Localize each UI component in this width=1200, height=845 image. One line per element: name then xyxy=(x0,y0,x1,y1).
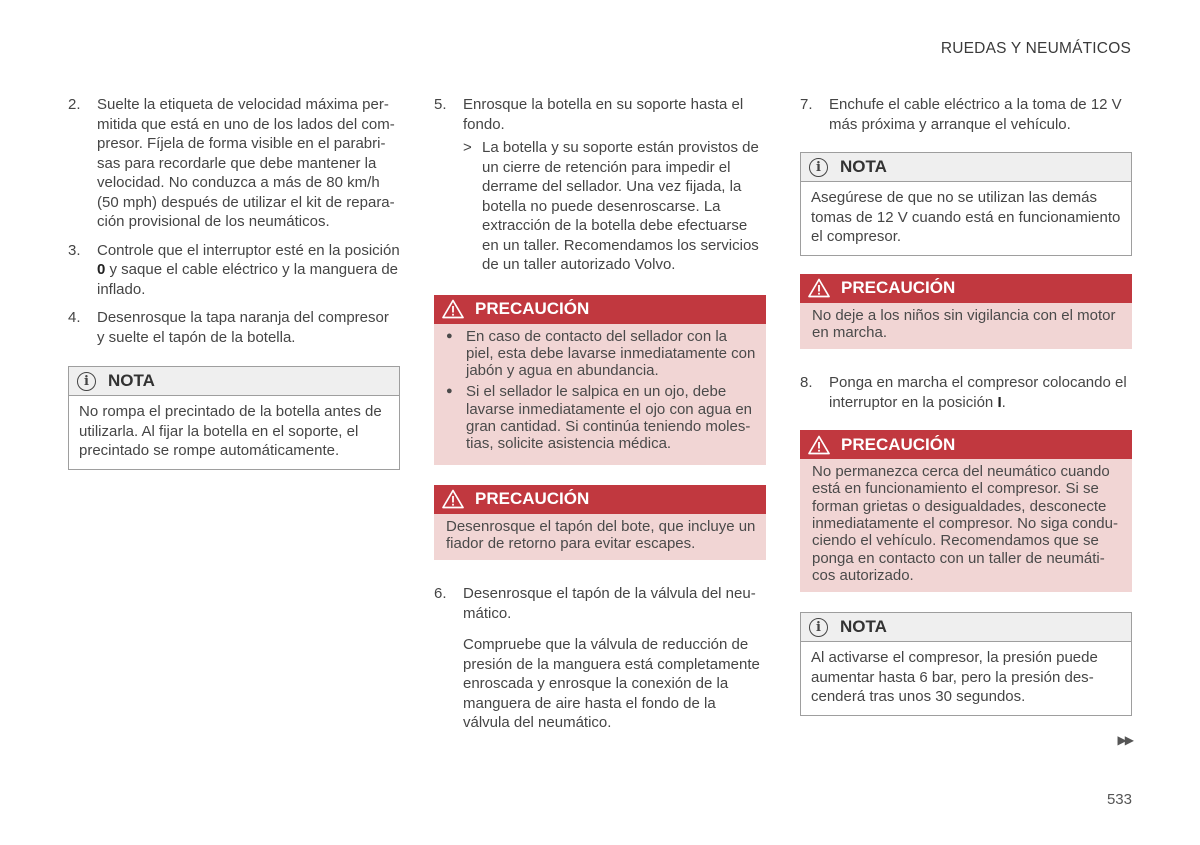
warning-triangle-icon xyxy=(442,299,464,319)
result-text: La botella y su soporte están provistos de un cierre de retención para impedir el derrame del sellador. Una vez fijada, la botella no puede desenroscarse. La extracción de la botella debe efectuarse en un taller. Recomendamos los servicios de un taller autorizado Volvo. xyxy=(482,139,759,273)
warning-header xyxy=(800,430,1132,459)
page-number: 533 xyxy=(1106,791,1132,808)
continue-arrow-icon: ▶▶ xyxy=(1117,733,1132,747)
info-icon: i xyxy=(77,372,96,391)
note-title: NOTA xyxy=(840,157,887,176)
note-title: NOTA xyxy=(840,617,887,637)
warning-title: PRECAUCIÓN xyxy=(475,489,590,509)
note-title: NOTA xyxy=(108,371,155,390)
warning-bullet: ● Si el sellador le salpica en un ojo, debe lavarse inmediatamente el ojo con agua en gran cantidad. Si continúa teniendo molestias, solicite asistencia médica. xyxy=(446,383,753,453)
step-paragraph: Compruebe que la válvula de reducción de presión de la manguera está completamente enroscada y enrosque la conexión de la manguera de aire hasta el fondo de la válvula del neumático. xyxy=(463,636,760,732)
warning-header xyxy=(434,295,766,324)
warning-triangle-icon xyxy=(442,489,464,509)
step-number: 7. xyxy=(800,96,813,113)
warning-box xyxy=(800,274,1132,350)
step-text: Enrosque la botella en su soporte hasta el fondo. xyxy=(463,96,744,133)
step-text: Desenrosque el tapón de la válvula del neumático. xyxy=(463,585,756,622)
note-text: Asegúrese de que no se utilizan las demás tomas de 12 V cuando está en funcionamiento el compresor. xyxy=(811,189,1121,245)
note-text: No rompa el precintado de la botella antes de utilizarla. Al fijar la botella en el soporte, el precintado se rompe automáticamente. xyxy=(79,403,382,459)
step-5 xyxy=(434,95,766,275)
switch-position: 0 xyxy=(97,261,106,278)
warning-header xyxy=(434,485,766,514)
warning-bullet: ● En caso de contacto del sellador con la piel, esta debe lavarse inmediatamente con jabón y agua en abundancia. xyxy=(446,327,756,380)
bullet-dot: ● xyxy=(446,385,453,398)
step-text: Desenrosque la tapa naranja del compresor y suelte el tapón de la botella. xyxy=(97,309,389,346)
column-3 xyxy=(800,95,1132,734)
note-header xyxy=(801,613,1131,642)
warning-box xyxy=(800,430,1132,592)
column-2 xyxy=(434,95,766,745)
step-3 xyxy=(68,241,400,300)
step-number: 3. xyxy=(68,241,81,259)
step-number: 6. xyxy=(434,585,447,603)
step-2 xyxy=(68,95,400,232)
step-7 xyxy=(800,95,1132,134)
info-icon: i xyxy=(809,158,828,177)
note-box xyxy=(800,612,1132,716)
note-text: Al activarse el compresor, la presión puede aumentar hasta 6 bar, pero la presión descenderá tras unos 30 segundos. xyxy=(811,649,1098,706)
switch-position: I xyxy=(997,393,1002,411)
column-1 xyxy=(68,95,400,488)
warning-triangle-icon xyxy=(808,278,830,298)
step-8 xyxy=(800,373,1132,412)
step-number: 2. xyxy=(68,96,81,113)
result-marker: > xyxy=(463,139,472,156)
warning-body xyxy=(434,324,766,465)
warning-title: PRECAUCIÓN xyxy=(841,434,956,454)
step-number: 4. xyxy=(68,309,81,326)
note-header xyxy=(801,153,1131,182)
step-number: 8. xyxy=(800,374,813,392)
warning-triangle-icon xyxy=(808,435,830,455)
note-header xyxy=(69,367,399,396)
step-4 xyxy=(68,308,400,347)
step-number: 5. xyxy=(434,96,447,113)
info-icon: i xyxy=(809,618,828,637)
section-title: RUEDAS Y NEUMÁTICOS xyxy=(940,40,1131,57)
warning-text: No deje a los niños sin vigilancia con el motor en marcha. xyxy=(800,303,1132,350)
result-item xyxy=(463,138,766,275)
step-text: Controle que el interruptor esté en la posición 0 y saque el cable eléctrico y la manguera de inflado. xyxy=(97,241,400,298)
warning-title: PRECAUCIÓN xyxy=(841,278,956,297)
step-text: Enchufe el cable eléctrico a la toma de 12 V más próxima y arranque el vehículo. xyxy=(829,96,1122,133)
warning-text: No permanezca cerca del neumático cuando está en funcionamiento el compresor. Si se forman grietas o desigualdades, desconecte inmediatamente el compresor. No siga conduciendo el vehículo. Recomendamos que se ponga en contacto con un taller de neumáticos autorizado. xyxy=(800,459,1132,592)
warning-box xyxy=(434,295,766,465)
step-6 xyxy=(434,584,766,623)
warning-text: Desenrosque el tapón del bote, que incluye un fiador de retorno para evitar escapes. xyxy=(434,514,766,561)
note-box xyxy=(800,152,1132,256)
step-text: Suelte la etiqueta de velocidad máxima permitida que está en uno de los lados del compresor. Fíjela de forma visible en el parabrisas para recordarle que debe mantener la velocidad. No conduzca a más de 80 km/h (50 mph) después de utilizar el kit de reparación provisional de los neumáticos. xyxy=(97,96,395,230)
note-box xyxy=(68,366,400,470)
step-text: Ponga en marcha el compresor colocando el interruptor en la posición I. xyxy=(829,374,1127,411)
bullet-dot: ● xyxy=(446,329,453,342)
warning-header xyxy=(800,274,1132,303)
warning-box xyxy=(434,485,766,561)
warning-title: PRECAUCIÓN xyxy=(475,299,590,318)
